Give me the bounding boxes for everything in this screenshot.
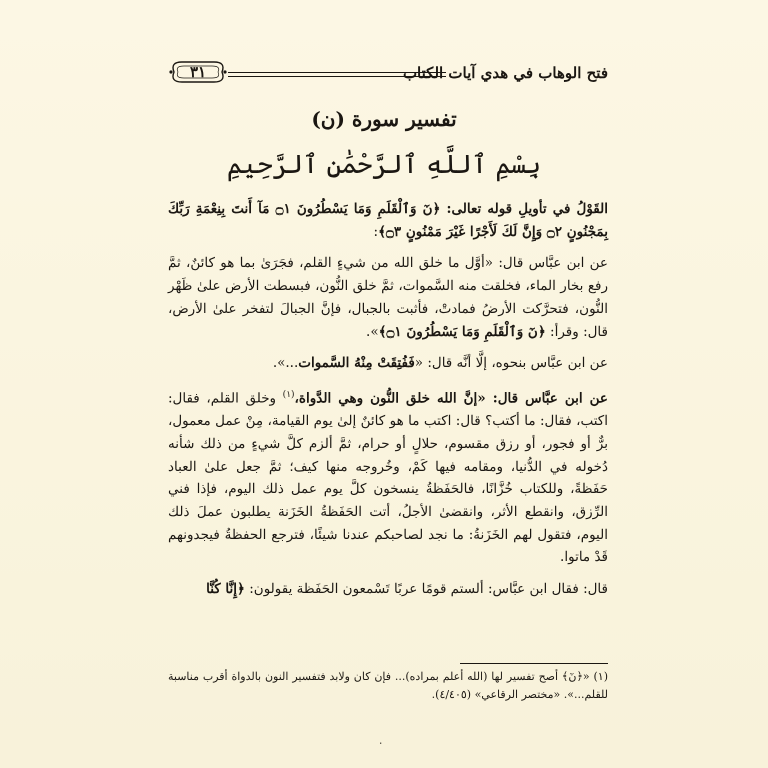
running-header (168, 58, 608, 94)
book-title: فتح الوهاب في هدي آيات الكتاب (402, 64, 608, 82)
paragraph-4-text: وخلق القلم، فقال: اكتب، فقال: ما أكتب؟ قال: اكتب ما هو كائنٌ إلىٰ يوم القيامة، مِنْ عمل معمول، برٌّ أو فجور، أو رزق مقسوم، حلالٍ أو حرام، ثمَّ ألزم كلَّ شيءٍ من ذلك شأنه دُخوله في الدُّنيا، ومقامه فيها كَمْ، وخُروجه منها كيف؛ ثمَّ جعل علىٰ العباد حَفَظةً، وللكتاب خُزَّانًا، فالحَفَظةُ ينسخون كلَّ يوم عمل ذلك اليوم، فإذا فني الرِّزق، وانقطع الأثر، وانقضىٰ الأجلُ، أتت الحَفَظةُ الخَزَنة يطلبون عملَ ذلك اليوم، فتقول لهم الخَزَنةُ: ما نجد لصاحبكم عندنا شيئًا، فترجع الحفظةُ فيجدونهم قَدْ ماتوا. (168, 390, 608, 566)
paragraph-1 (168, 198, 608, 243)
quran-verse: ﴿نٓ وَٱلْقَلَمِ وَمَا يَسْطُرُونَ ۝١ مَآ أَنتَ بِنِعْمَةِ رَبِّكَ بِمَجْنُونٍ ۝٢ وَإِنَّ لَكَ لَأَجْرًا غَيْرَ مَمْنُونٍ ۝٣﴾ (168, 201, 608, 240)
paragraph-4 (168, 384, 608, 569)
footnote: (١) «﴿نٓ﴾ أصح تفسير لها (الله أعلم بمراده)... فإن كان ولابد فتفسير النون بالدواة أقرب مناسبة للقلم...». «مختصر الرقاعي» (٤/٤٠٥). (168, 670, 608, 701)
basmala-calligraphy: بِسْمِ ٱللَّهِ ٱلرَّحْمَٰنِ ٱلرَّحِيمِ (226, 150, 542, 180)
paragraph-3-end: ...». (272, 355, 299, 372)
paragraph-2-end: ». (366, 323, 379, 340)
paragraph-3-text: عن ابن عبَّاس بنحوه، إلَّا أنَّه قال: « (414, 355, 608, 372)
footnote-marker: (١) (282, 389, 295, 400)
paragraph-2 (168, 252, 608, 343)
paragraph-2-text: عن ابن عبَّاس قال: «أوَّل ما خلق الله من شيءٍ القلم، فجَرَىٰ بما هو كائنٌ، ثمَّ رفع بخار الماء، فخلقت منه السَّموات، ثمَّ خلق النُّون، فبسطت الأرض علىٰ ظَهْر النُّون، فتحرَّكت الأرضُ فمادتْ، فأثبت بالجبال، فإنَّ الجبالَ لتفخر علىٰ الأرض، قال: وقرأ: (168, 255, 608, 340)
paragraph-5 (168, 578, 608, 601)
quran-verse: ﴿نٓ وَٱلْقَلَمِ وَمَا يَسْطُرُونَ ۝١﴾ (378, 323, 546, 340)
page-number-cartouche (168, 58, 228, 86)
paragraph-1-intro: القَوْلُ في تأويلِ قوله تعالى: (440, 201, 608, 217)
quran-verse: ﴿إِنَّا كُنَّا (206, 581, 245, 598)
paragraph-3-quote: فَفُتِقَتْ مِنْهُ السَّموات (298, 355, 415, 372)
footnote-rule (460, 663, 608, 664)
paragraph-5-text: قال: فقال ابن عبَّاس: ألستم قومًا عربًا تَسْمعون الحَفَظة يقولون: (244, 581, 608, 598)
surah-title: تفسير سورة (ن) (311, 107, 457, 131)
bottom-mark: ٠ (378, 738, 384, 749)
body-text (168, 198, 608, 603)
paragraph-4-lead: عن ابن عبَّاس قال: «إنَّ الله خلق النُّون وهي الدَّواة، (294, 390, 608, 407)
paragraph-3 (168, 352, 608, 375)
page-number: ٣١ (189, 63, 207, 81)
paragraph-1-end: : (373, 223, 379, 240)
